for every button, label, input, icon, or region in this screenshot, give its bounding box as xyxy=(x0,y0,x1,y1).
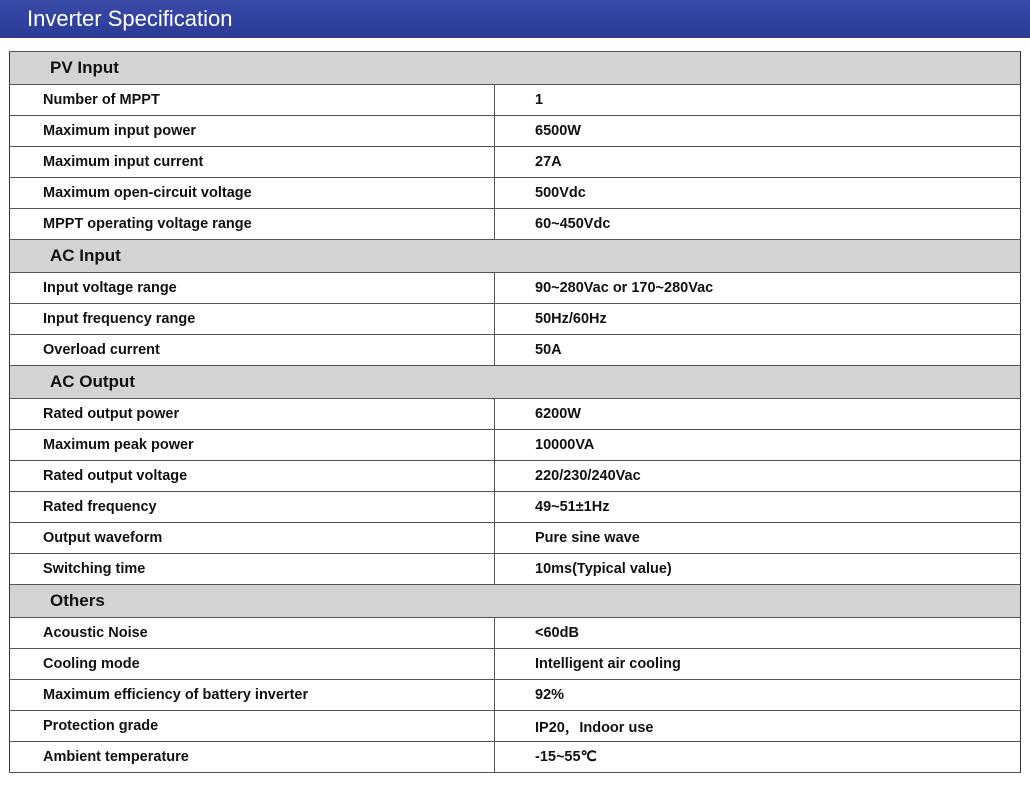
table-row xyxy=(10,523,1021,554)
table-row xyxy=(10,492,1021,523)
section-header xyxy=(10,585,1021,618)
spec-value: 50Hz/60Hz xyxy=(495,304,1021,335)
spec-value: 500Vdc xyxy=(495,178,1021,209)
spec-value: 220/230/240Vac xyxy=(495,461,1021,492)
spec-label: Switching time xyxy=(10,554,495,585)
spec-label: Acoustic Noise xyxy=(10,618,495,649)
spec-value: <60dB xyxy=(495,618,1021,649)
spec-value: 1 xyxy=(495,85,1021,116)
title-bar xyxy=(0,0,1030,38)
page-title: Inverter Specification xyxy=(27,6,233,31)
table-row xyxy=(10,178,1021,209)
section-header xyxy=(10,52,1021,85)
table-row xyxy=(10,554,1021,585)
spec-label: Ambient temperature xyxy=(10,742,495,773)
spec-label: MPPT operating voltage range xyxy=(10,209,495,240)
spec-value: 27A xyxy=(495,147,1021,178)
spec-table xyxy=(9,51,1021,773)
table-row xyxy=(10,461,1021,492)
spec-value: 6200W xyxy=(495,399,1021,430)
spec-value: IP20，Indoor use xyxy=(495,711,1021,742)
spec-label: Maximum efficiency of battery inverter xyxy=(10,680,495,711)
spec-label: Maximum input power xyxy=(10,116,495,147)
spec-label: Number of MPPT xyxy=(10,85,495,116)
table-row xyxy=(10,649,1021,680)
spec-value: -15~55℃ xyxy=(495,742,1021,773)
spec-value: 92% xyxy=(495,680,1021,711)
spec-value: Pure sine wave xyxy=(495,523,1021,554)
table-row xyxy=(10,147,1021,178)
spec-value: 10000VA xyxy=(495,430,1021,461)
spec-label: Overload current xyxy=(10,335,495,366)
spec-value: Intelligent air cooling xyxy=(495,649,1021,680)
spec-label: Maximum input current xyxy=(10,147,495,178)
table-row xyxy=(10,680,1021,711)
spec-value: 50A xyxy=(495,335,1021,366)
spec-label: Rated output power xyxy=(10,399,495,430)
table-row xyxy=(10,711,1021,742)
spec-label: Maximum open-circuit voltage xyxy=(10,178,495,209)
spec-value: 10ms(Typical value) xyxy=(495,554,1021,585)
section-title: AC Output xyxy=(10,366,1021,399)
table-row xyxy=(10,85,1021,116)
table-row xyxy=(10,742,1021,773)
spec-label: Rated frequency xyxy=(10,492,495,523)
table-row xyxy=(10,273,1021,304)
table-row xyxy=(10,116,1021,147)
table-row xyxy=(10,430,1021,461)
section-title: Others xyxy=(10,585,1021,618)
table-row xyxy=(10,304,1021,335)
spec-label: Maximum peak power xyxy=(10,430,495,461)
spec-value: 6500W xyxy=(495,116,1021,147)
spec-value: 60~450Vdc xyxy=(495,209,1021,240)
table-row xyxy=(10,209,1021,240)
spec-label: Protection grade xyxy=(10,711,495,742)
table-row xyxy=(10,618,1021,649)
spec-label: Input voltage range xyxy=(10,273,495,304)
section-header xyxy=(10,366,1021,399)
table-row xyxy=(10,335,1021,366)
spec-label: Input frequency range xyxy=(10,304,495,335)
section-title: PV Input xyxy=(10,52,1021,85)
section-title: AC Input xyxy=(10,240,1021,273)
table-row xyxy=(10,399,1021,430)
spec-value: 90~280Vac or 170~280Vac xyxy=(495,273,1021,304)
spec-value: 49~51±1Hz xyxy=(495,492,1021,523)
spec-label: Rated output voltage xyxy=(10,461,495,492)
spec-label: Output waveform xyxy=(10,523,495,554)
section-header xyxy=(10,240,1021,273)
spec-label: Cooling mode xyxy=(10,649,495,680)
